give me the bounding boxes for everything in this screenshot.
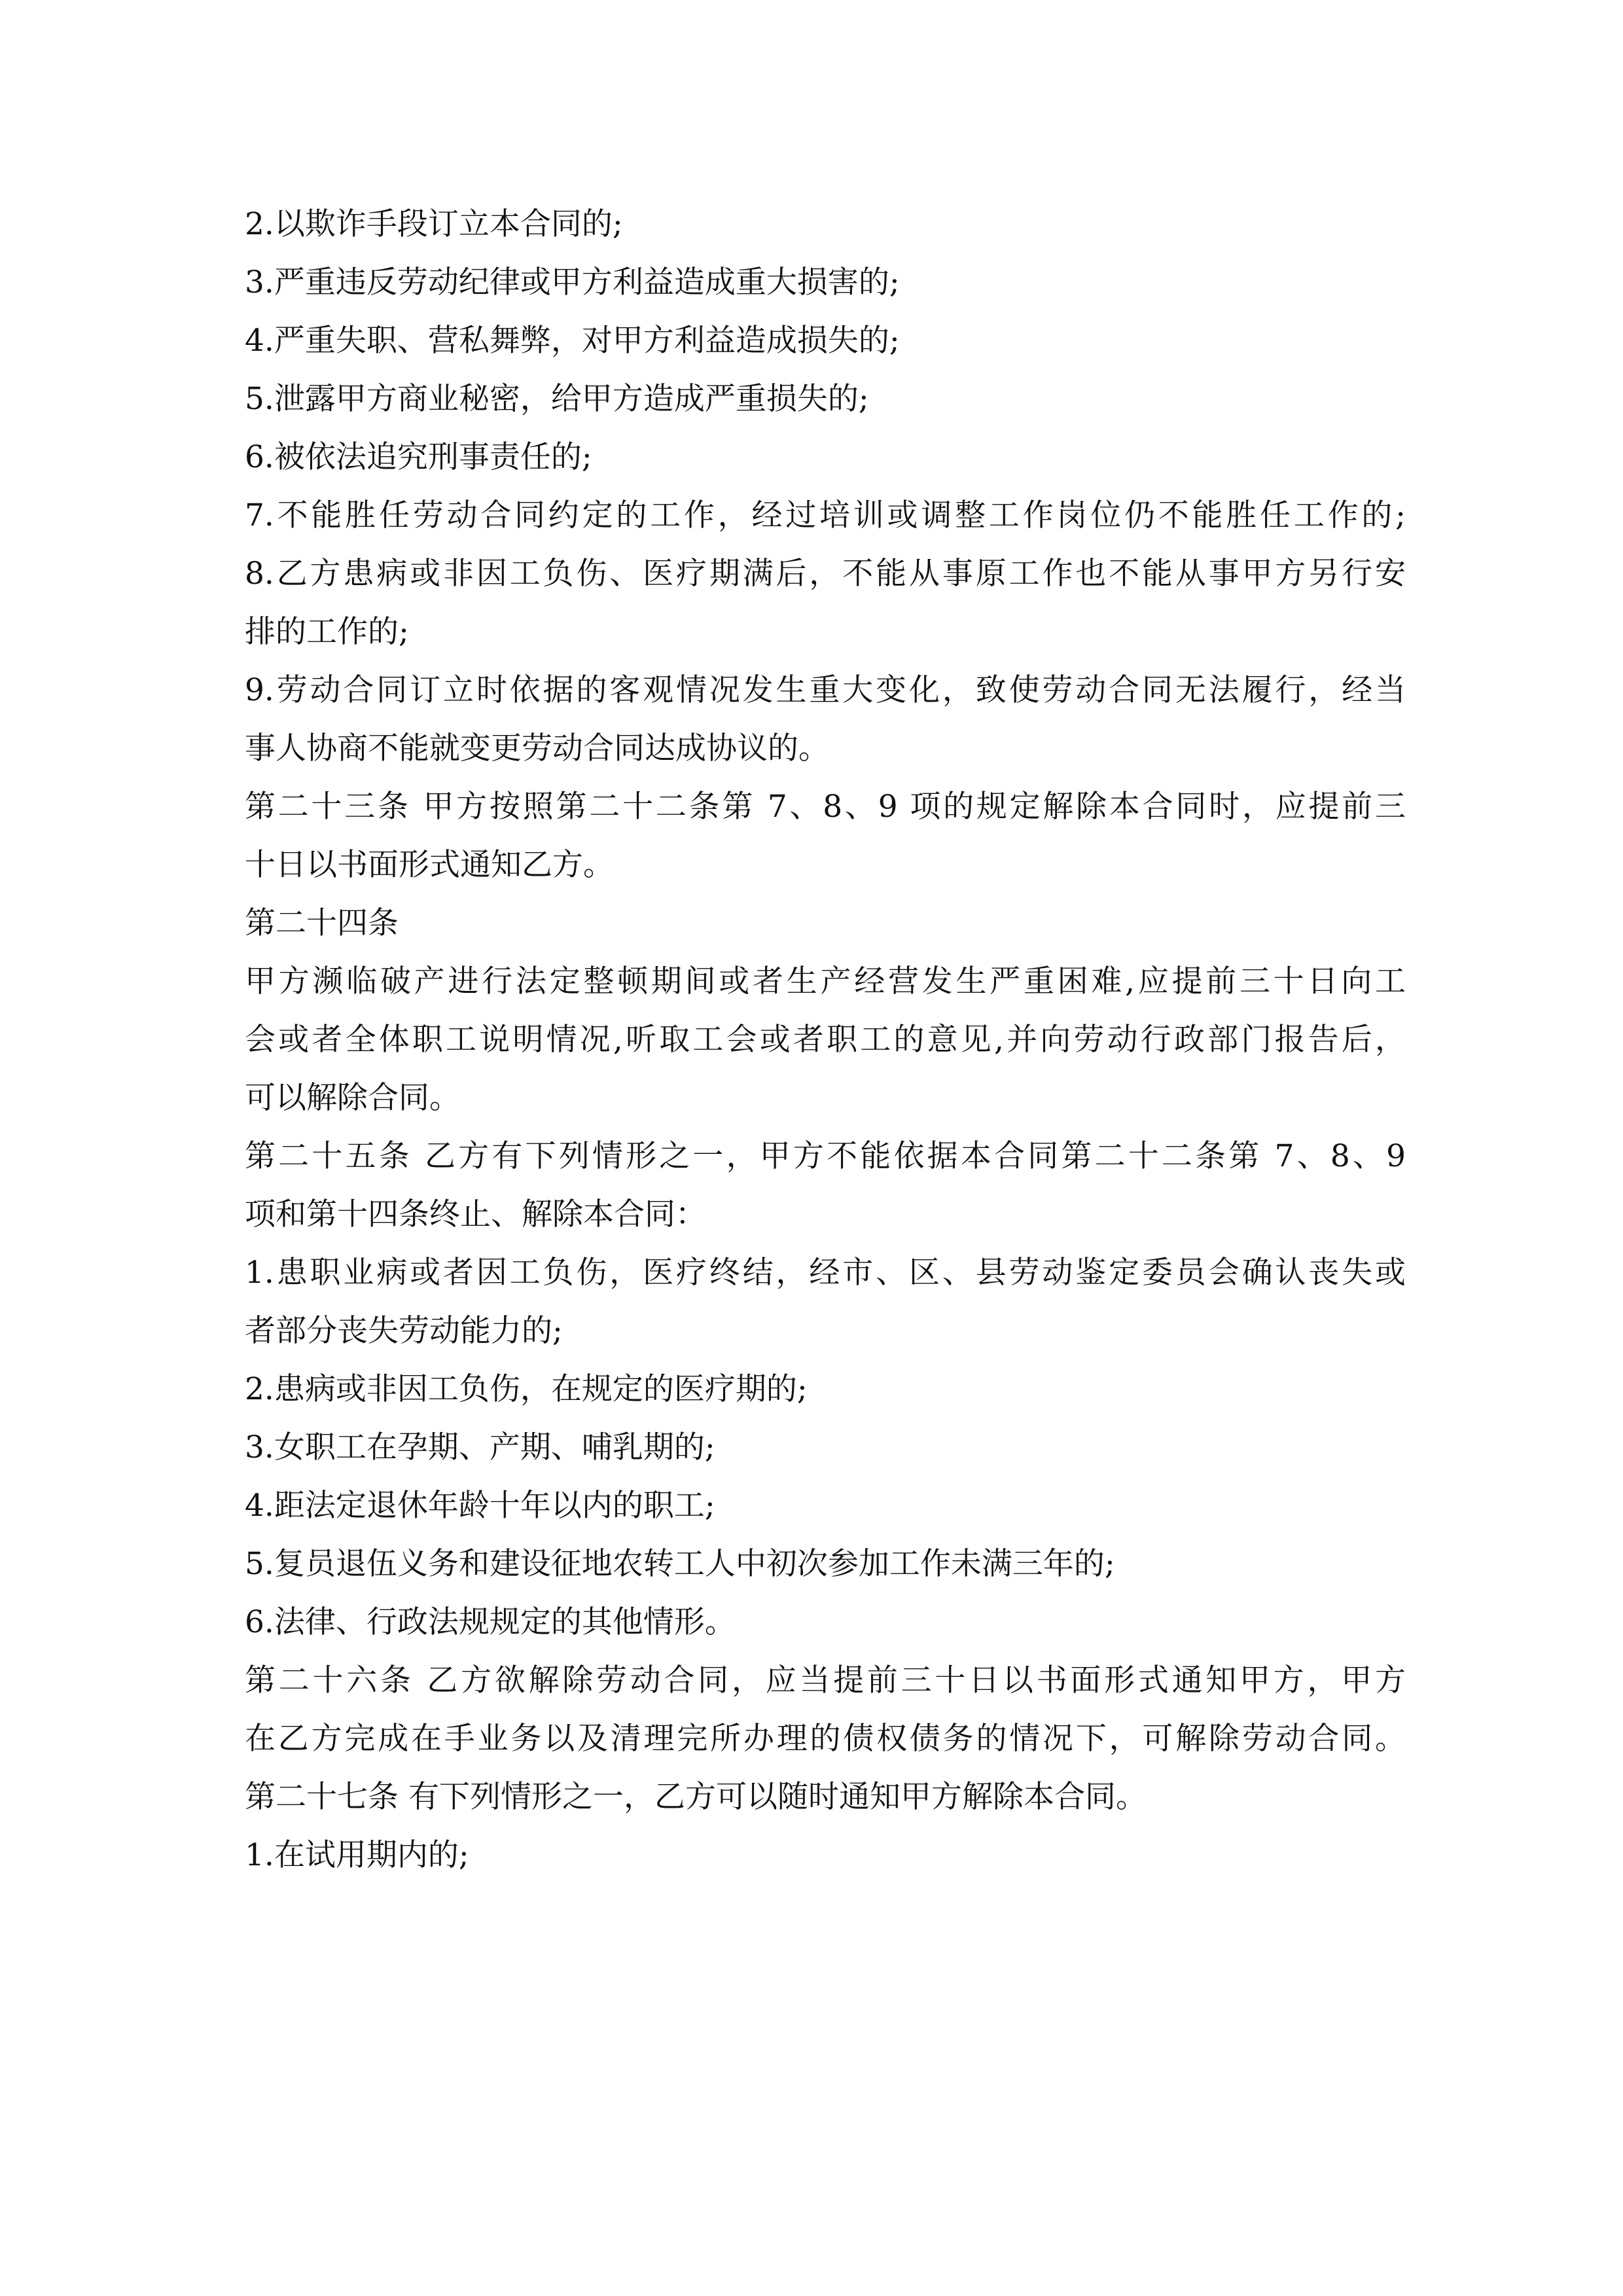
text-line: 排的工作的; [245,614,409,650]
text-line: 5.复员退伍义务和建设征地农转工人中初次参加工作未满三年的; [245,1546,1115,1582]
text-line: 8.乙方患病或非因工负伤、医疗期满后，不能从事原工作也不能从事甲方另行安 [245,556,1406,592]
text-line: 2.患病或非因工负伤，在规定的医疗期的; [245,1371,808,1407]
text-line: 第二十五条 乙方有下列情形之一，甲方不能依据本合同第二十二条第 7、8、9 [245,1138,1406,1174]
text-line: 4.距法定退休年龄十年以内的职工; [245,1488,715,1524]
text-line: 9.劳动合同订立时依据的客观情况发生重大变化，致使劳动合同无法履行，经当 [245,672,1406,708]
text-line: 5.泄露甲方商业秘密，给甲方造成严重损失的; [245,381,869,417]
text-line: 3.严重违反劳动纪律或甲方利益造成重大损害的; [245,264,900,300]
text-line: 7.不能胜任劳动合同约定的工作，经过培训或调整工作岗位仍不能胜任工作的; [245,497,1406,533]
text-line: 1.患职业病或者因工负伤，医疗终结，经市、区、县劳动鉴定委员会确认丧失或 [245,1255,1406,1291]
text-line: 6.法律、行政法规规定的其他情形。 [245,1604,736,1640]
text-line: 第二十三条 甲方按照第二十二条第 7、8、9 项的规定解除本合同时，应提前三 [245,789,1406,825]
text-line: 3.女职工在孕期、产期、哺乳期的; [245,1429,715,1465]
text-line: 6.被依法追究刑事责任的; [245,439,592,475]
text-line: 甲方濒临破产进行法定整顿期间或者生产经营发生严重困难,应提前三十日向工 [245,963,1406,999]
text-line: 2.以欺诈手段订立本合同的; [245,206,623,242]
text-line: 第二十四条 [245,905,399,941]
text-line: 可以解除合同。 [245,1080,460,1116]
text-line: 第二十七条 有下列情形之一，乙方可以随时通知甲方解除本合同。 [245,1779,1147,1815]
text-line: 项和第十四条终止、解除本合同： [245,1196,706,1232]
text-line: 事人协商不能就变更劳动合同达成协议的。 [245,730,829,766]
document-body [245,195,1406,1884]
text-line: 1.在试用期内的; [245,1837,469,1873]
text-line: 在乙方完成在手业务以及清理完所办理的债权债务的情况下，可解除劳动合同。 [245,1721,1406,1757]
text-line: 会或者全体职工说明情况,听取工会或者职工的意见,并向劳动行政部门报告后， [245,1022,1406,1058]
text-line: 十日以书面形式通知乙方。 [245,847,614,883]
text-line: 第二十六条 乙方欲解除劳动合同，应当提前三十日以书面形式通知甲方，甲方 [245,1662,1406,1698]
text-line: 4.严重失职、营私舞弊，对甲方利益造成损失的; [245,323,900,359]
text-line: 者部分丧失劳动能力的; [245,1313,563,1349]
